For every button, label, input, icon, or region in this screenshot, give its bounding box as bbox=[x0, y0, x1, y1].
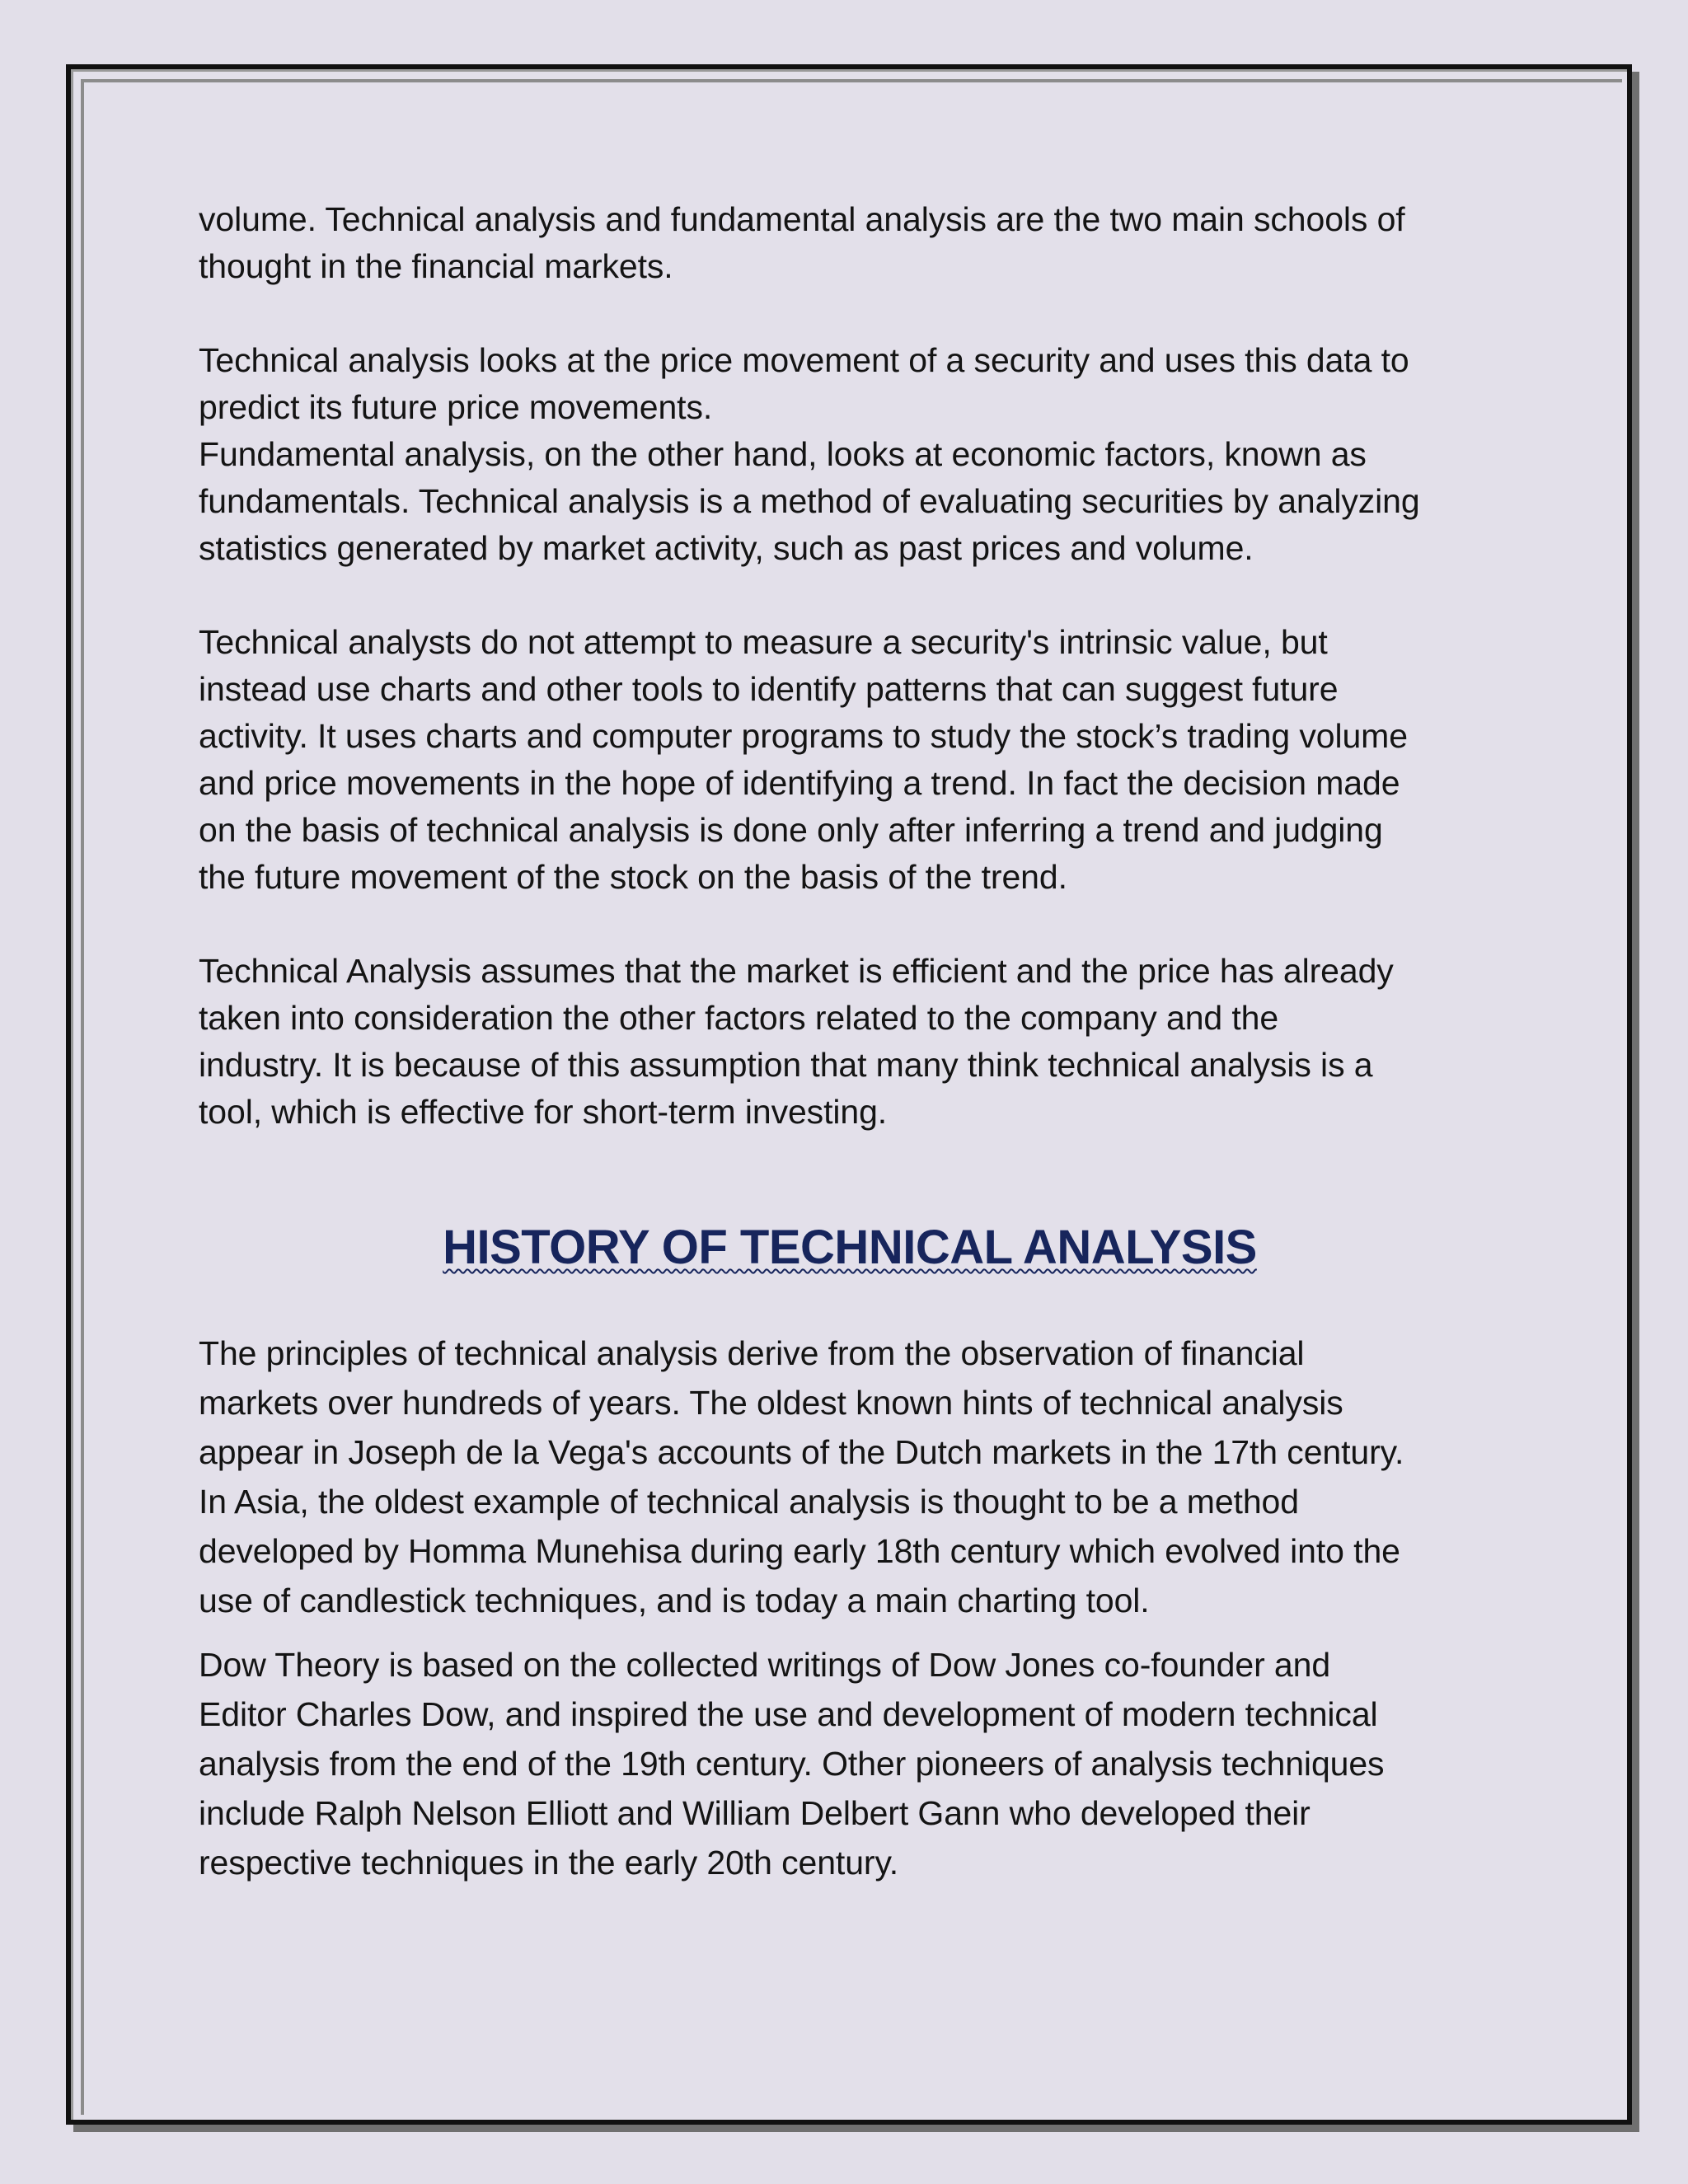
paragraph-history-2: Dow Theory is based on the collected writings of Dow Jones co-founder and Editor Charles Dow, and inspired the use and development of modern technical analysis from the end of the 19th century. Other pioneers of analysis techniques include Ralph Nelson Elliott and William Delbert Gann who developed their respective techniques in the early 20th century. bbox=[199, 1646, 1385, 1882]
paragraph-intro-3: Technical analysts do not attempt to measure a security's intrinsic value, but instead use charts and other tools to identify patterns that can suggest future activity. It uses charts and computer programs to study the stock’s trading volume and price movements in the hope of identifying a trend. In fact the decision made on the basis of technical analysis is done only after inferring a trend and judging the future movement of the stock on the basis of the trend. bbox=[199, 623, 1408, 896]
paragraph-intro-1: volume. Technical analysis and fundamental analysis are the two main schools of thought in the financial markets. bbox=[199, 200, 1405, 285]
paragraph-intro-4: Technical Analysis assumes that the market is efficient and the price has already taken into consideration the other factors related to the company and the industry. It is because of this assumption that many think technical analysis is a tool, which is effective for short-term investing. bbox=[199, 952, 1394, 1131]
history-section bbox=[199, 1329, 1501, 1887]
document-body bbox=[199, 196, 1501, 1887]
paragraph-history-1: The principles of technical analysis derive from the observation of financial markets over hundreds of years. The oldest known hints of technical analysis appear in Joseph de la Vega's accounts of the Dutch markets in the 17th century. In Asia, the oldest example of technical analysis is thought to be a method developed by Homma Munehisa during early 18th century which evolved into the use of candlestick techniques, and is today a main charting tool. bbox=[199, 1334, 1404, 1619]
section-heading: HISTORY OF TECHNICAL ANALYSIS bbox=[443, 1221, 1257, 1274]
paragraph-intro-2: Technical analysis looks at the price movement of a security and uses this data to predict its future price movements. Fundamental analysis, on the other hand, looks at economic factors, known as fundamentals. Technical analysis is a method of evaluating securities by analyzing statistics generated by market activity, such as past prices and volume. bbox=[199, 341, 1420, 567]
